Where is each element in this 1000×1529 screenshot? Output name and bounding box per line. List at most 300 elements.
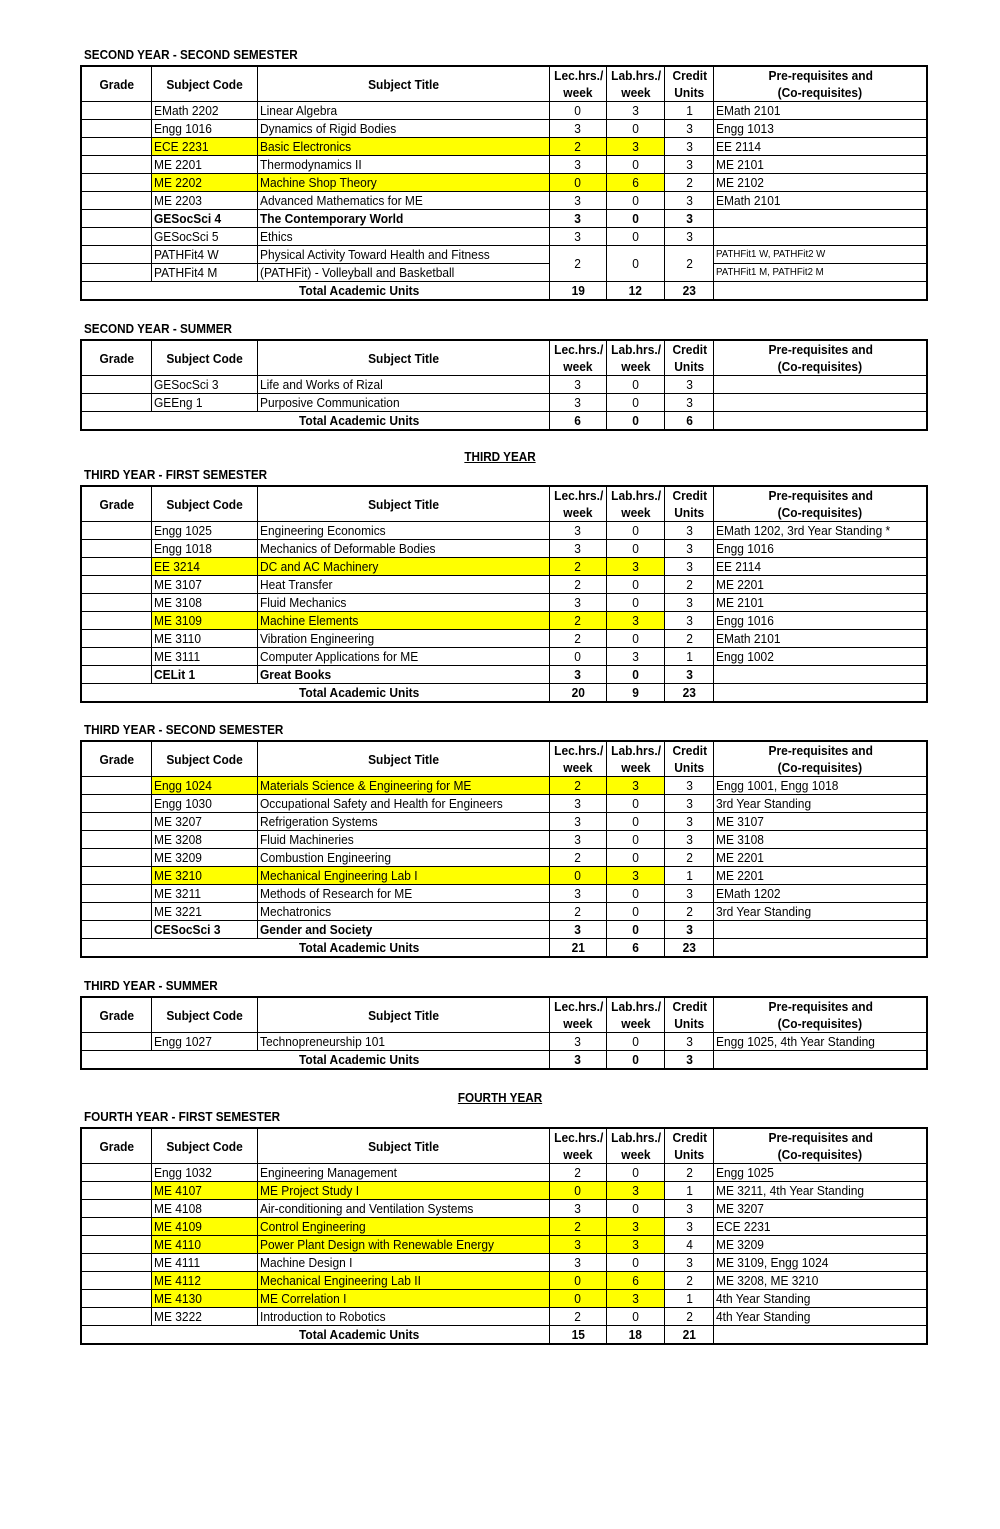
subject-title: Ethics <box>260 229 293 244</box>
lec-cell <box>549 174 606 192</box>
credit-units-header-text: Credit <box>672 743 707 758</box>
lab-cell <box>606 831 664 849</box>
prerequisites-header-text: (Co-requisites) <box>778 1147 863 1162</box>
total-row <box>81 939 927 958</box>
semester-heading: THIRD YEAR - FIRST SEMESTER <box>84 467 268 482</box>
grade-cell[interactable] <box>81 594 151 612</box>
credit-units-header-text: Units <box>674 1016 705 1031</box>
cred-cell <box>665 813 714 831</box>
prerequisite: Engg 1001, Engg 1018 <box>716 778 839 793</box>
total-blank-cell <box>714 939 927 958</box>
lec-cell <box>549 1218 606 1236</box>
lec-cell <box>549 1254 606 1272</box>
subject-title: Occupational Safety and Health for Engineers <box>260 796 504 811</box>
grade-cell[interactable] <box>81 1308 151 1326</box>
cred-cell <box>665 1236 714 1254</box>
semester-heading: THIRD YEAR - SECOND SEMESTER <box>84 722 284 737</box>
cred-cell <box>665 867 714 885</box>
grade-cell[interactable] <box>81 1236 151 1254</box>
table-row <box>81 558 927 576</box>
subject-code-cell <box>151 885 258 903</box>
subject-title-cell <box>258 558 549 576</box>
lab-value: 3 <box>632 103 639 118</box>
grade-cell[interactable] <box>81 1272 151 1290</box>
cred-value: 3 <box>686 121 693 136</box>
lab-cell <box>606 394 664 412</box>
table-row <box>81 210 927 228</box>
subject-title-cell <box>258 795 549 813</box>
lab-value: 0 <box>632 193 639 208</box>
lab-cell <box>606 210 664 228</box>
grade-cell[interactable] <box>81 156 151 174</box>
lab-value: 0 <box>632 1165 639 1180</box>
grade-header <box>81 741 151 777</box>
grade-cell[interactable] <box>81 630 151 648</box>
grade-cell[interactable] <box>81 1218 151 1236</box>
cred-value: 1 <box>686 868 693 883</box>
lec-cell <box>549 1164 606 1182</box>
lab-value: 6 <box>632 175 639 190</box>
table-row <box>81 228 927 246</box>
table-row <box>81 264 927 282</box>
lec-hours-header-text: Lec.hrs./ <box>553 342 604 357</box>
grade-cell[interactable] <box>81 394 151 412</box>
lec-cell <box>549 885 606 903</box>
cred-value: 4 <box>686 1237 693 1252</box>
subject-code-header-text: Subject Code <box>166 496 243 512</box>
prerequisite-cell <box>714 795 927 813</box>
grade-cell[interactable] <box>81 903 151 921</box>
course-table <box>80 485 928 703</box>
credit-units-header-text: Credit <box>672 488 707 503</box>
total-blank-cell <box>714 1326 927 1345</box>
prerequisite: EMath 2101 <box>716 193 781 208</box>
lec-cell <box>549 666 606 684</box>
subject-code-header <box>151 340 258 376</box>
grade-cell[interactable] <box>81 921 151 939</box>
cred-value: 2 <box>686 256 693 271</box>
lab-cell <box>606 376 664 394</box>
lab-hours-header <box>606 340 664 376</box>
subject-code-cell <box>151 867 258 885</box>
cred-value: 3 <box>686 1201 693 1216</box>
subject-title: ME Project Study I <box>260 1183 360 1198</box>
grade-cell[interactable] <box>81 246 151 264</box>
lab-cell <box>606 1200 664 1218</box>
total-lab: 6 <box>632 940 639 955</box>
cred-value: 2 <box>686 1165 693 1180</box>
lab-cell <box>606 156 664 174</box>
grade-cell[interactable] <box>81 102 151 120</box>
grade-cell[interactable] <box>81 831 151 849</box>
total-lec: 3 <box>574 1052 582 1067</box>
prerequisite: ME 3108 <box>716 832 765 847</box>
lec-value: 0 <box>574 1273 582 1288</box>
subject-title: Physical Activity Toward Health and Fitness <box>260 247 491 262</box>
lec-value: 0 <box>574 649 582 664</box>
grade-cell[interactable] <box>81 540 151 558</box>
subject-code-header <box>151 486 258 522</box>
subject-title-header <box>258 997 549 1033</box>
semester-heading: SECOND YEAR - SECOND SEMESTER <box>84 47 298 62</box>
subject-code-cell <box>151 903 258 921</box>
grade-cell[interactable] <box>81 558 151 576</box>
grade-cell[interactable] <box>81 138 151 156</box>
grade-cell[interactable] <box>81 867 151 885</box>
lab-cell <box>606 1164 664 1182</box>
lec-hours-header-text: week <box>563 85 593 100</box>
subject-code: ME 3210 <box>153 868 202 883</box>
prerequisite: ME 2201 <box>716 868 765 883</box>
lec-value: 3 <box>574 193 582 208</box>
cred-value: 3 <box>686 832 693 847</box>
grade-cell[interactable] <box>81 1164 151 1182</box>
prerequisite-cell <box>714 1164 927 1182</box>
prerequisite-cell <box>714 376 927 394</box>
subject-code: ME 4107 <box>153 1183 202 1198</box>
lab-value: 0 <box>632 121 639 136</box>
prerequisite-cell <box>714 1272 927 1290</box>
total-lab-cell <box>606 939 664 958</box>
cred-cell <box>665 558 714 576</box>
prerequisites-header <box>714 997 927 1033</box>
grade-cell[interactable] <box>81 1182 151 1200</box>
prerequisite: 4th Year Standing <box>716 1291 811 1306</box>
subject-code: ME 3109 <box>153 613 202 628</box>
lab-value: 0 <box>632 523 639 538</box>
lab-value: 0 <box>632 1255 639 1270</box>
subject-code: CESocSci 3 <box>153 922 221 937</box>
prerequisite: Engg 1016 <box>716 541 775 556</box>
subject-title-header-text: Subject Title <box>368 1138 439 1154</box>
lab-value: 3 <box>632 868 639 883</box>
lab-hours-header <box>606 486 664 522</box>
credit-units-header-text: Units <box>674 760 705 775</box>
grade-cell[interactable] <box>81 813 151 831</box>
prerequisites-header-text: (Co-requisites) <box>778 760 863 775</box>
lab-hours-header-text: Lab.hrs./ <box>611 1130 661 1145</box>
table-row <box>81 903 927 921</box>
lec-value: 3 <box>574 121 582 136</box>
lec-cell <box>549 376 606 394</box>
lec-cell <box>549 612 606 630</box>
subject-title-header-text: Subject Title <box>368 496 439 512</box>
cred-cell <box>665 594 714 612</box>
lab-cell <box>606 630 664 648</box>
prerequisite: EE 2114 <box>716 559 762 574</box>
subject-code-cell <box>151 849 258 867</box>
subject-code-cell <box>151 795 258 813</box>
grade-cell[interactable] <box>81 174 151 192</box>
subject-code-cell <box>151 630 258 648</box>
grade-header-text: Grade <box>99 496 134 512</box>
subject-code-header <box>151 1128 258 1164</box>
subject-title-cell <box>258 228 549 246</box>
lab-cell <box>606 228 664 246</box>
grade-cell[interactable] <box>81 612 151 630</box>
prerequisite-cell <box>714 102 927 120</box>
subject-title-header <box>258 486 549 522</box>
grade-cell[interactable] <box>81 1254 151 1272</box>
lab-cell <box>606 1218 664 1236</box>
total-lec: 6 <box>574 413 582 428</box>
grade-cell[interactable] <box>81 1033 151 1051</box>
lec-hours-header-text: week <box>563 760 593 775</box>
lab-cell <box>606 849 664 867</box>
prerequisites-header-text: Pre-requisites and <box>768 743 873 758</box>
subject-title-cell <box>258 522 549 540</box>
grade-cell[interactable] <box>81 192 151 210</box>
credit-units-header <box>665 340 714 376</box>
semester-heading: FOURTH YEAR - FIRST SEMESTER <box>84 1109 281 1124</box>
cred-cell <box>665 540 714 558</box>
subject-code-cell <box>151 102 258 120</box>
lec-value: 3 <box>574 1201 582 1216</box>
subject-code: EE 3214 <box>153 559 200 574</box>
subject-code: ME 2201 <box>153 157 202 172</box>
credit-units-header <box>665 741 714 777</box>
lec-value: 2 <box>574 577 582 592</box>
lab-value: 0 <box>632 395 639 410</box>
table-header-row <box>81 741 927 777</box>
grade-cell[interactable] <box>81 576 151 594</box>
subject-code-cell <box>151 648 258 666</box>
subject-code-cell <box>151 174 258 192</box>
subject-title: Machine Design I <box>260 1255 353 1270</box>
subject-title-header <box>258 340 549 376</box>
prerequisite-cell <box>714 1033 927 1051</box>
prerequisite-cell <box>714 612 927 630</box>
lab-cell <box>606 666 664 684</box>
cred-value: 1 <box>686 1291 693 1306</box>
lab-cell <box>606 1290 664 1308</box>
lec-value: 3 <box>574 886 582 901</box>
lec-value: 3 <box>574 541 582 556</box>
grade-cell[interactable] <box>81 120 151 138</box>
credit-units-header <box>665 1128 714 1164</box>
prerequisite: ME 3109, Engg 1024 <box>716 1255 829 1270</box>
subject-title: Control Engineering <box>260 1219 367 1234</box>
semester-heading: THIRD YEAR - SUMMER <box>84 978 218 993</box>
lab-value: 0 <box>632 229 639 244</box>
lec-hours-header-text: week <box>563 505 593 520</box>
cred-cell <box>665 849 714 867</box>
subject-title-cell <box>258 264 549 282</box>
subject-title: Mechanical Engineering Lab I <box>260 868 418 883</box>
grade-cell[interactable] <box>81 376 151 394</box>
lec-cell <box>549 576 606 594</box>
subject-title: Materials Science & Engineering for ME <box>260 778 472 793</box>
table-row <box>81 666 927 684</box>
cred-cell <box>665 1254 714 1272</box>
total-cred: 23 <box>682 685 696 700</box>
subject-title-cell <box>258 174 549 192</box>
subject-code: EMath 2202 <box>153 103 219 118</box>
total-row <box>81 684 927 703</box>
lec-value: 2 <box>574 778 582 793</box>
lec-value: 3 <box>574 796 582 811</box>
grade-cell[interactable] <box>81 228 151 246</box>
subject-title-cell <box>258 885 549 903</box>
subject-title: Gender and Society <box>260 922 373 937</box>
lab-cell <box>606 576 664 594</box>
table-row <box>81 376 927 394</box>
lec-value: 2 <box>574 613 582 628</box>
subject-code-header <box>151 66 258 102</box>
subject-code: ME 3110 <box>153 631 201 646</box>
subject-code: ME 4111 <box>153 1255 200 1270</box>
grade-cell[interactable] <box>81 1290 151 1308</box>
subject-title-cell <box>258 192 549 210</box>
subject-code-cell <box>151 264 258 282</box>
subject-title-cell <box>258 831 549 849</box>
grade-cell[interactable] <box>81 1200 151 1218</box>
prerequisite: 4th Year Standing <box>716 1309 811 1324</box>
total-lec-cell <box>549 939 606 958</box>
lec-value: 3 <box>574 395 582 410</box>
lec-cell <box>549 192 606 210</box>
grade-cell[interactable] <box>81 522 151 540</box>
lab-value: 3 <box>632 649 639 664</box>
subject-code: ME 3208 <box>153 832 202 847</box>
total-blank-cell <box>714 1051 927 1070</box>
cred-value: 3 <box>686 523 693 538</box>
total-row <box>81 282 927 301</box>
total-row <box>81 1051 927 1070</box>
lab-value: 0 <box>632 667 639 682</box>
lec-cell <box>549 903 606 921</box>
subject-code: Engg 1030 <box>153 796 212 811</box>
lab-hours-header-text: week <box>620 1147 651 1162</box>
table-row <box>81 138 927 156</box>
lab-value: 0 <box>632 1034 639 1049</box>
grade-cell[interactable] <box>81 885 151 903</box>
grade-cell[interactable] <box>81 264 151 282</box>
grade-cell[interactable] <box>81 666 151 684</box>
table-header-row <box>81 340 927 376</box>
course-table <box>80 996 928 1070</box>
grade-cell[interactable] <box>81 648 151 666</box>
cred-cell <box>665 1164 714 1182</box>
table-row <box>81 522 927 540</box>
subject-code-header-text: Subject Code <box>166 350 243 366</box>
total-lab-cell <box>606 282 664 301</box>
subject-code-cell <box>151 1200 258 1218</box>
lab-cell <box>606 522 664 540</box>
subject-code-cell <box>151 666 258 684</box>
lec-cell <box>549 867 606 885</box>
lab-cell <box>606 594 664 612</box>
grade-header-text: Grade <box>99 76 134 92</box>
prerequisites-header-text: Pre-requisites and <box>768 68 873 83</box>
cred-cell <box>665 903 714 921</box>
subject-title-cell <box>258 777 549 795</box>
total-cred: 23 <box>682 283 696 298</box>
lec-cell <box>549 1182 606 1200</box>
prerequisite-cell <box>714 192 927 210</box>
cred-cell <box>665 192 714 210</box>
lec-value: 3 <box>574 1255 582 1270</box>
subject-title: ME Correlation I <box>260 1291 347 1306</box>
lec-value: 2 <box>574 1165 582 1180</box>
credit-units-header <box>665 997 714 1033</box>
lec-hours-header <box>549 997 606 1033</box>
course-table <box>80 1127 928 1345</box>
lab-value: 0 <box>632 850 639 865</box>
subject-title-cell <box>258 630 549 648</box>
prerequisite-cell <box>714 1254 927 1272</box>
subject-code: PATHFit4 W <box>153 247 219 262</box>
lec-hours-header-text: week <box>563 1147 593 1162</box>
lec-value: 3 <box>574 377 582 392</box>
subject-title: Mechanical Engineering Lab II <box>260 1273 422 1288</box>
lab-cell <box>606 192 664 210</box>
credit-units-header <box>665 66 714 102</box>
subject-title-cell <box>258 1033 549 1051</box>
lab-value: 0 <box>632 922 639 937</box>
lec-hours-header-text: Lec.hrs./ <box>553 68 604 83</box>
subject-title: Fluid Mechanics <box>260 595 347 610</box>
total-label-cell <box>81 684 549 703</box>
subject-code: ME 2203 <box>153 193 202 208</box>
grade-cell[interactable] <box>81 210 151 228</box>
subject-title-cell <box>258 648 549 666</box>
subject-title-cell <box>258 1308 549 1326</box>
table-row <box>81 174 927 192</box>
subject-code: GESocSci 4 <box>153 211 221 226</box>
lab-cell <box>606 867 664 885</box>
lec-cell <box>549 558 606 576</box>
grade-cell[interactable] <box>81 795 151 813</box>
grade-cell[interactable] <box>81 777 151 795</box>
cred-cell <box>665 1308 714 1326</box>
lec-value: 3 <box>574 211 582 226</box>
subject-code: ME 3207 <box>153 814 202 829</box>
prerequisite-cell <box>714 264 927 282</box>
total-lab: 12 <box>628 283 643 298</box>
prerequisite-cell <box>714 594 927 612</box>
lab-hours-header-text: week <box>620 760 651 775</box>
credit-units-header-text: Credit <box>672 342 707 357</box>
lec-cell <box>549 1272 606 1290</box>
table-row <box>81 120 927 138</box>
subject-code: GEEng 1 <box>153 395 203 410</box>
subject-code-cell <box>151 394 258 412</box>
prerequisite: EMath 2101 <box>716 631 781 646</box>
subject-code-cell <box>151 376 258 394</box>
grade-cell[interactable] <box>81 849 151 867</box>
lec-cell <box>549 813 606 831</box>
lab-value: 0 <box>632 211 639 226</box>
cred-value: 1 <box>686 1183 693 1198</box>
subject-title: Air-conditioning and Ventilation Systems <box>260 1201 474 1216</box>
cred-cell <box>665 576 714 594</box>
table-row <box>81 1272 927 1290</box>
lab-value: 3 <box>632 559 639 574</box>
lec-hours-header-text: Lec.hrs./ <box>553 999 604 1014</box>
lec-value: 3 <box>574 229 582 244</box>
total-lab-cell <box>606 1326 664 1345</box>
cred-cell <box>665 102 714 120</box>
lec-value: 0 <box>574 868 582 883</box>
table-row <box>81 1254 927 1272</box>
cred-value: 3 <box>686 395 693 410</box>
total-label: Total Academic Units <box>298 1327 420 1342</box>
lab-cell <box>606 1272 664 1290</box>
prerequisites-header <box>714 741 927 777</box>
lec-cell <box>549 394 606 412</box>
credit-units-header-text: Units <box>674 85 705 100</box>
